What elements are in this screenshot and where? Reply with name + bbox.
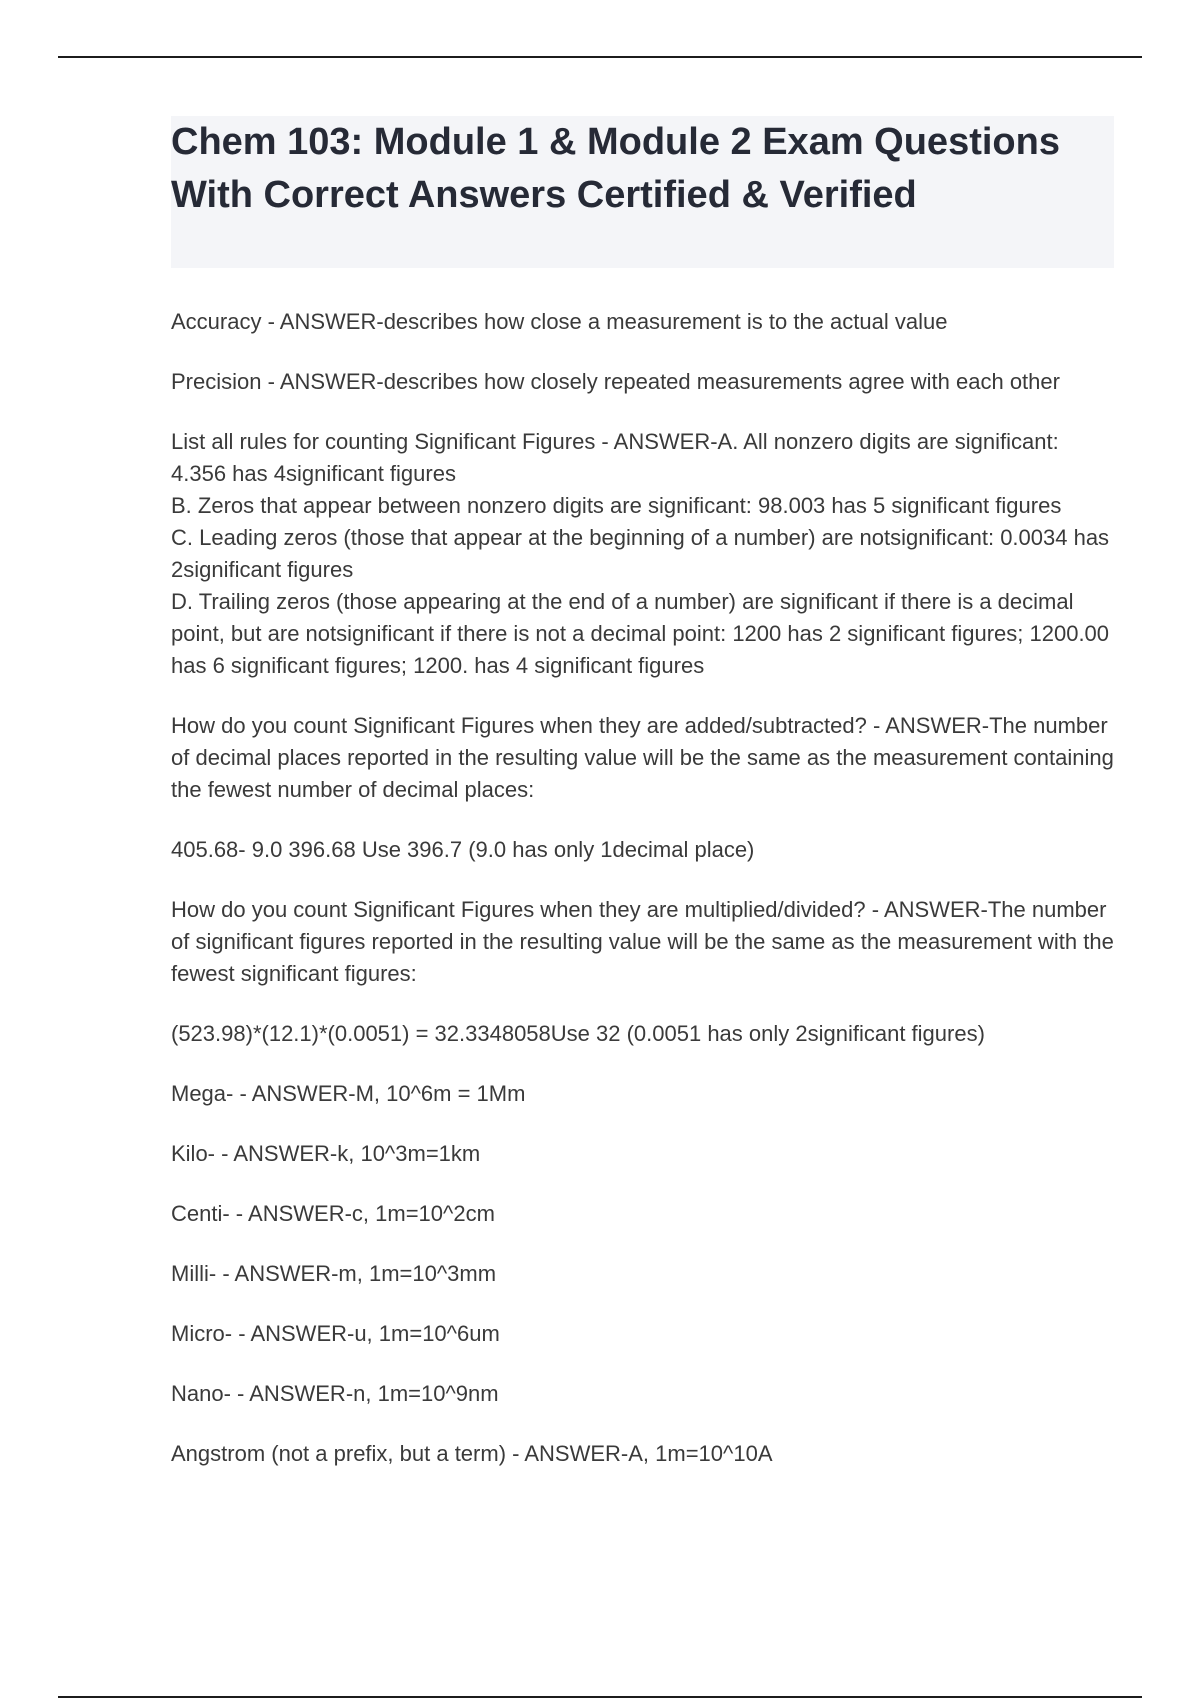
- entry-add-subtract-example: 405.68- 9.0 396.68 Use 396.7 (9.0 has only 1decimal place): [171, 837, 755, 862]
- title-banner: [171, 116, 1114, 268]
- entry-accuracy: Accuracy - ANSWER-describes how close a measurement is to the actual value: [171, 309, 948, 334]
- entry-sig-fig-rules: List all rules for counting Significant Figures - ANSWER-A. All nonzero digits are significant: 4.356 has 4significant figures B. Zeros that appear between nonzero digits are significant: 98.003 has 5 significant figures C. Leading zeros (those that appear at the beginning of a number) are notsignificant: 0.0034 has 2significant figures D. Trailing zeros (those appearing at the end of a number) are significant if there is a decimal point, but are notsignificant if there is not a decimal point: 1200 has 2 significant figures; 1200.00 has 6 significant figures; 1200. has 4 significant figures: [171, 429, 1110, 678]
- entry-mega: Mega- - ANSWER-M, 10^6m = 1Mm: [171, 1081, 526, 1106]
- entry-nano: Nano- - ANSWER-n, 1m=10^9nm: [171, 1381, 499, 1406]
- document-body: [171, 116, 1114, 1498]
- entry-micro: Micro- - ANSWER-u, 1m=10^6um: [171, 1321, 500, 1346]
- entry-milli: Milli- - ANSWER-m, 1m=10^3mm: [171, 1261, 497, 1286]
- entry-centi: Centi- - ANSWER-c, 1m=10^2cm: [171, 1201, 495, 1226]
- entry-kilo: Kilo- - ANSWER-k, 10^3m=1km: [171, 1141, 481, 1166]
- entry-multiply-divide-example: (523.98)*(12.1)*(0.0051) = 32.3348058Use 32 (0.0051 has only 2significant figures): [171, 1021, 985, 1046]
- entry-multiply-divide: How do you count Significant Figures when they are multiplied/divided? - ANSWER-The number of significant figures reported in the resulting value will be the same as the measurement with the fewest significant figures:: [171, 897, 1114, 986]
- entry-angstrom: Angstrom (not a prefix, but a term) - ANSWER-A, 1m=10^10A: [171, 1441, 773, 1466]
- entry-add-subtract: How do you count Significant Figures when they are added/subtracted? - ANSWER-The number of decimal places reported in the resulting value will be the same as the measurement containing the fewest number of decimal places:: [171, 713, 1114, 802]
- bottom-rule: [58, 1696, 1142, 1698]
- entry-precision: Precision - ANSWER-describes how closely repeated measurements agree with each other: [171, 369, 1060, 394]
- document-title: Chem 103: Module 1 & Module 2 Exam Questions With Correct Answers Certified & Verified: [171, 121, 1060, 216]
- top-rule: [58, 56, 1142, 58]
